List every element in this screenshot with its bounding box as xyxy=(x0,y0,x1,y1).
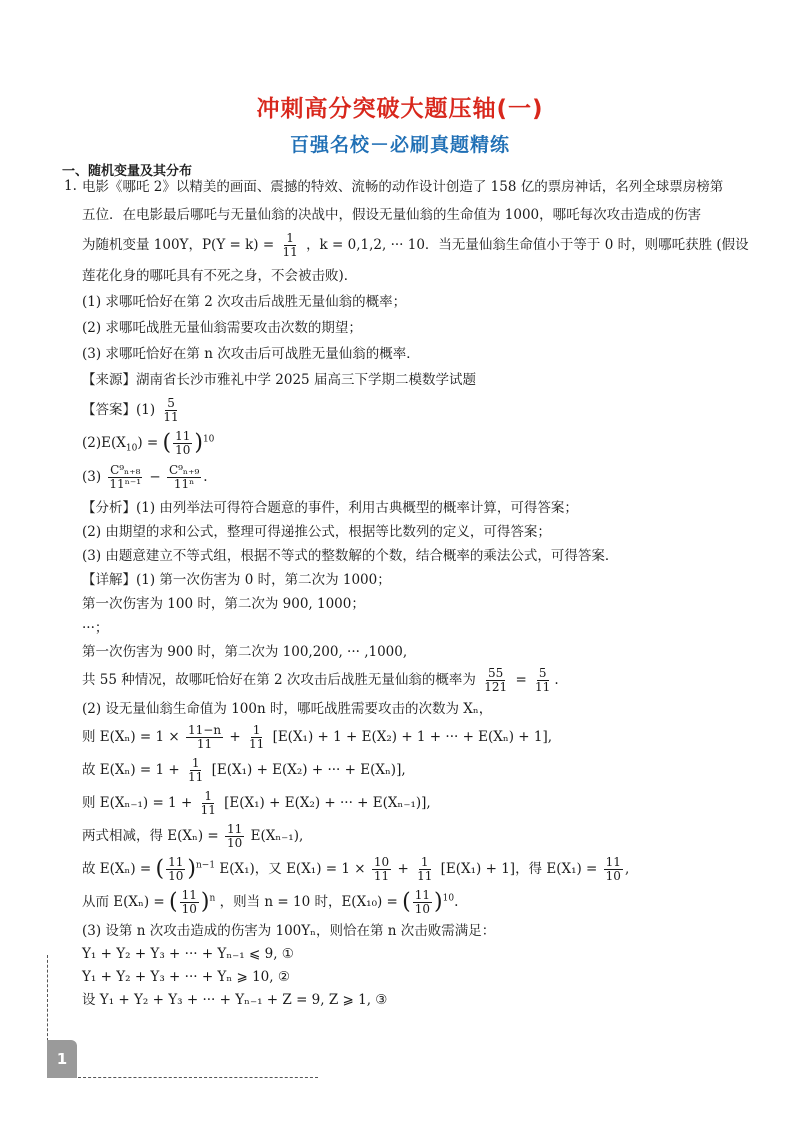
fraction xyxy=(107,464,143,491)
detail-line-11 xyxy=(82,856,782,883)
plus-sign: + xyxy=(397,860,409,877)
equals-sign: = xyxy=(515,671,527,688)
answer-line-3 xyxy=(82,464,782,491)
question-stem xyxy=(64,178,782,363)
denominator: 121 xyxy=(484,679,508,694)
detail-line-6: (2) 设无量仙翁生命值为 100n 时，哪吒战胜需要攻击的次数为 Xₙ， xyxy=(82,700,493,717)
right-paren: ) xyxy=(194,430,203,456)
numerator: 5 xyxy=(538,665,547,680)
denominator: 10 xyxy=(175,443,191,457)
denominator: 10 xyxy=(227,835,243,850)
detail-line-13: (3) 设第 n 次攻击造成的伤害为 100Yₙ，则恰在第 n 次击败需满足： xyxy=(82,922,496,939)
fraction xyxy=(186,757,205,784)
numerator: 10 xyxy=(373,854,390,869)
denominator: 11 xyxy=(535,679,551,694)
detail-line-14: Y₁ + Y₂ + Y₃ + ··· + Yₙ₋₁ ⩽ 9, ① xyxy=(82,945,294,962)
detail-text: ，则当 n = 10 时，E(X₁₀) = xyxy=(219,893,398,910)
numerator: 1 xyxy=(204,788,213,803)
stem-text: ，k = 0,1,2, ··· 10．当无量仙翁生命值小于等于 0 时，则哪吒获胜 (假设 xyxy=(306,237,749,253)
denominator: 11 xyxy=(373,868,390,883)
detail-text: [E(X₁) + E(X₂) + ··· + E(Xₙ₋₁)], xyxy=(224,794,431,811)
fraction xyxy=(533,667,552,694)
detail-tag: 【详解】 xyxy=(82,571,136,588)
denominator: 11 xyxy=(196,736,213,751)
left-paren: ( xyxy=(402,889,411,915)
numerator: 11 xyxy=(175,429,191,443)
minus-sign: − xyxy=(149,468,161,485)
denominator: 11ⁿ⁻¹ xyxy=(109,476,142,491)
numerator: 1 xyxy=(420,854,429,869)
denominator: 10 xyxy=(605,868,621,883)
answer-tag: 【答案】 xyxy=(82,402,136,418)
detail-text: [E(X₁) + 1 + E(X₂) + 1 + ··· + E(Xₙ) + 1], xyxy=(272,728,553,745)
numerator: 11 xyxy=(414,887,431,902)
detail-text: 从而 E(Xₙ) = xyxy=(82,893,165,910)
analysis-line-2: (2) 由期望的求和公式，整理可得递推公式，根据等比数列的定义，可得答案； xyxy=(82,523,551,540)
source-tag: 【来源】 xyxy=(82,372,136,388)
page-number: 1 xyxy=(47,1040,77,1078)
fraction xyxy=(180,889,199,916)
numerator: 55 xyxy=(488,665,504,680)
denominator: 11 xyxy=(248,736,265,751)
fraction xyxy=(372,856,391,883)
detail-line-8 xyxy=(82,757,782,784)
stem-line-2: 五位．在电影最后哪吒与无量仙翁的决战中，假设无量仙翁的生命值为 1000，哪吒每次攻击造成的伤害 xyxy=(82,207,702,223)
denominator: 11 xyxy=(200,802,216,817)
detail-line-16: 设 Y₁ + Y₂ + Y₃ + ··· + Yₙ₋₁ + Z = 9, Z ⩾ 1, ③ xyxy=(82,991,388,1008)
numerator: 11 xyxy=(227,821,243,836)
detail-line-4: 第一次伤害为 900 时，第二次为 100,200, ··· ,1000, xyxy=(82,643,408,660)
detail-text: . xyxy=(554,671,559,688)
answer-text: ) = xyxy=(137,435,159,451)
fraction xyxy=(225,823,244,850)
answer-text: . xyxy=(203,468,208,485)
left-paren: ( xyxy=(169,889,178,915)
denominator: 11 xyxy=(163,410,179,424)
page-title: 冲刺高分突破大题压轴(一) xyxy=(256,96,544,122)
exponent: n xyxy=(209,893,216,904)
numerator: C⁹ₙ₊₉ xyxy=(168,462,200,477)
detail-text: 故 E(Xₙ) = xyxy=(82,860,152,877)
detail-line-2: 第一次伤害为 100 时，第二次为 900, 1000； xyxy=(82,595,365,612)
page-margin-dashed-line xyxy=(47,955,48,1041)
analysis-tag: 【分析】 xyxy=(82,499,136,516)
numerator: 11−n xyxy=(188,722,222,737)
page-subtitle: 百强名校－必刷真题精练 xyxy=(289,134,510,156)
detail-text: E(X₁)，又 E(X₁) = 1 × xyxy=(219,860,366,877)
question-number: 1. xyxy=(64,178,77,194)
right-paren: ) xyxy=(434,889,443,915)
stem-line-1: 电影《哪吒 2》以精美的画面、震撼的特效、流畅的动作设计创造了 158 亿的票房神话，名列全球票房榜第 xyxy=(82,179,724,195)
analysis-line-3: (3) 由题意建立不等式组，根据不等式的整数解的个数，结合概率的乘法公式，可得答案． xyxy=(82,547,619,564)
fraction xyxy=(415,856,434,883)
fraction xyxy=(604,856,623,883)
right-paren: ) xyxy=(200,889,210,915)
detail-text: . xyxy=(454,893,459,910)
exponent: 10 xyxy=(442,893,455,904)
detail-line-1 xyxy=(82,571,782,589)
numerator: 5 xyxy=(167,396,175,410)
stem-line-3 xyxy=(82,232,782,259)
numerator: 11 xyxy=(181,887,197,902)
plus-sign: + xyxy=(229,728,241,745)
detail-text: 两式相减，得 E(Xₙ) = xyxy=(82,827,219,844)
numerator: 1 xyxy=(286,231,294,245)
denominator: 11ⁿ xyxy=(173,476,195,491)
stem-text: 为随机变量 100Y，P(Y = k) = xyxy=(82,237,275,253)
detail-line-9 xyxy=(82,790,782,817)
analysis-text: (1) 由列举法可得符合题意的事件，利用古典概型的概率计算，可得答案； xyxy=(136,499,578,516)
numerator: 1 xyxy=(252,722,261,737)
denominator: 11 xyxy=(188,769,204,784)
fraction xyxy=(280,232,299,259)
source-line xyxy=(82,371,782,389)
answer-line-1 xyxy=(82,397,782,424)
detail-text: 共 55 种情况，故哪吒恰好在第 2 次攻击后战胜无量仙翁的概率为 xyxy=(82,671,476,688)
numerator: C⁹ₙ₊₈ xyxy=(110,462,141,477)
answer-text: (2)E(X xyxy=(82,435,126,451)
denominator: 11 xyxy=(417,868,433,883)
denominator: 10 xyxy=(181,901,197,916)
detail-line-7 xyxy=(82,724,782,751)
fraction xyxy=(167,464,201,491)
fraction xyxy=(199,790,218,817)
detail-text: 故 E(Xₙ) = 1 + xyxy=(82,761,180,778)
section-heading: 一、随机变量及其分布 xyxy=(62,164,193,179)
fraction xyxy=(413,889,432,916)
denominator: 11 xyxy=(282,245,298,259)
question-content xyxy=(64,178,782,1014)
detail-text: E(Xₙ₋₁), xyxy=(250,827,304,844)
denominator: 10 xyxy=(414,901,431,916)
source-text: 湖南省长沙市雅礼中学 2025 届高三下学期二模数学试题 xyxy=(136,372,476,388)
footer-dashed-line xyxy=(78,1077,318,1078)
numerator: 1 xyxy=(191,755,200,770)
denominator: 10 xyxy=(168,868,184,883)
answer-text: (1) xyxy=(136,402,156,418)
fraction xyxy=(247,724,266,751)
stem-line-4: 莲花化身的哪吒具有不死之身，不会被击败)． xyxy=(82,268,358,284)
detail-text: [E(X₁) + 1]，得 E(X₁) = xyxy=(440,860,598,877)
fraction xyxy=(166,856,185,883)
part-2: (2) 求哪吒战胜无量仙翁需要攻击次数的期望； xyxy=(82,320,362,336)
fraction xyxy=(161,397,180,424)
detail-line-10 xyxy=(82,823,782,850)
detail-text: 则 E(Xₙ) = 1 × xyxy=(82,728,180,745)
detail-text: , xyxy=(624,860,630,877)
detail-text: (1) 第一次伤害为 0 时，第二次为 1000； xyxy=(136,571,391,588)
fraction xyxy=(482,667,509,694)
detail-text: 则 E(Xₙ₋₁) = 1 + xyxy=(82,794,193,811)
detail-line-5 xyxy=(82,667,782,694)
subscript: 10 xyxy=(125,443,138,454)
detail-text: [E(X₁) + E(X₂) + ··· + E(Xₙ)], xyxy=(211,761,406,778)
exponent: n−1 xyxy=(196,860,216,871)
answer-text: (3) xyxy=(82,468,102,485)
exponent: 10 xyxy=(202,434,215,445)
numerator: 11 xyxy=(168,854,184,869)
detail-line-3: ···； xyxy=(82,619,109,636)
answer-line-2 xyxy=(82,430,782,458)
detail-line-12 xyxy=(82,889,782,916)
left-paren: ( xyxy=(162,430,172,456)
detail-line-15: Y₁ + Y₂ + Y₃ + ··· + Yₙ ⩾ 10, ② xyxy=(82,968,290,985)
analysis-line-1 xyxy=(82,499,782,517)
numerator: 11 xyxy=(605,854,621,869)
right-paren: ) xyxy=(187,856,196,882)
left-paren: ( xyxy=(155,856,165,882)
fraction xyxy=(186,724,223,751)
part-3: (3) 求哪吒恰好在第 n 次攻击后可战胜无量仙翁的概率． xyxy=(82,346,420,362)
fraction xyxy=(173,430,192,457)
part-1: (1) 求哪吒恰好在第 2 次攻击后战胜无量仙翁的概率； xyxy=(82,294,407,310)
